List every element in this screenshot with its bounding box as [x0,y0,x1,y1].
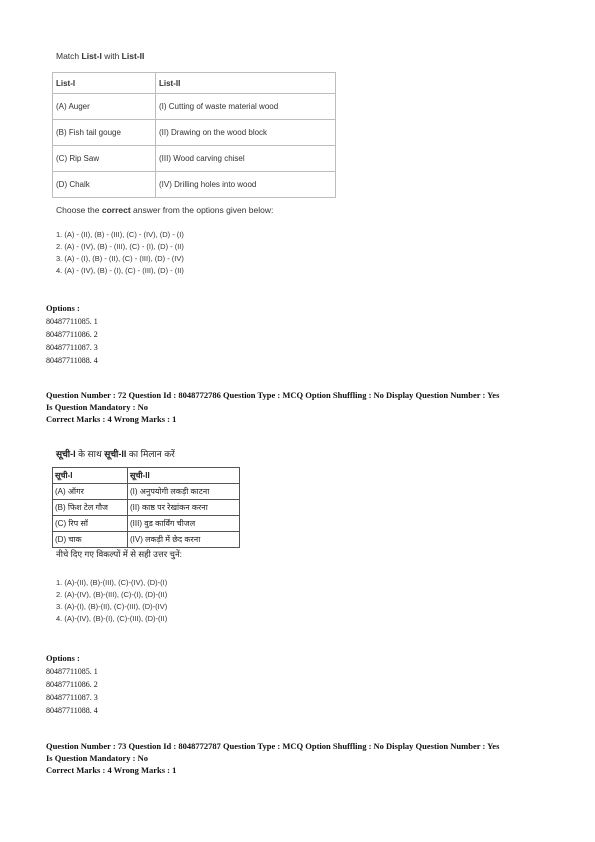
question-meta [46,389,499,425]
answer-item: 3. (A)-(I), (B)-(II), (C)-(III), (D)-(IV) [56,602,168,611]
meta-line: Correct Marks : 4 Wrong Marks : 1 [46,765,177,775]
table-header-row [53,73,336,94]
table-cell: (I) अनुपयोगी लकड़ी काटना [128,484,240,500]
option-id: 80487711087. 3 [46,693,98,702]
meta-line: Question Number : 72 Question Id : 8048772786 Question Type : MCQ Option Shuffling : No Display Question Number : Yes [46,390,500,400]
instruction-text-hindi: नीचे दिए गए विकल्पों में से सही उत्तर चुनें: [56,549,183,559]
table-cell: (D) चाक [53,532,128,548]
title-text: के साथ [75,449,105,459]
table-cell: (D) Chalk [53,172,156,198]
instruction-emphasis: correct [101,205,131,215]
table-cell: (IV) Drilling holes into wood [156,172,336,198]
option-id: 80487711086. 2 [46,680,98,689]
instruction-part: answer from the options given below: [130,205,274,215]
title-text: का मिलान करें [126,449,175,459]
table-row [53,532,240,548]
table-row [53,146,336,172]
options-label: Options : [46,303,80,313]
meta-line: Correct Marks : 4 Wrong Marks : 1 [46,414,177,424]
table-row [53,516,240,532]
answer-item: 4. (A) - (IV), (B) - (I), (C) - (III), (D) - (II) [56,266,184,275]
table-row [53,172,336,198]
question-title-hindi [56,447,175,460]
options-block [46,302,98,367]
table-cell: (III) वुड कार्विंग चीजल [128,516,240,532]
answer-item: 2. (A)-(IV), (B)-(III), (C)-(I), (D)-(II) [56,590,168,599]
table-cell: (II) Drawing on the wood block [156,120,336,146]
table-cell: (C) Rip Saw [53,146,156,172]
table-cell: (III) Wood carving chisel [156,146,336,172]
instruction-part: Choose the [56,205,102,215]
answer-item: 3. (A) - (I), (B) - (II), (C) - (III), (D) - (IV) [56,254,184,263]
option-id: 80487711085. 1 [46,317,98,326]
answer-item: 1. (A)-(II), (B)-(III), (C)-(IV), (D)-(I) [56,578,168,587]
answer-item: 1. (A) - (II), (B) - (III), (C) - (IV), (D) - (I) [56,230,184,239]
option-id: 80487711085. 1 [46,667,98,676]
meta-line: Is Question Mandatory : No [46,753,149,763]
answer-list-hindi [56,577,167,625]
table-row [53,484,240,500]
table-header-row [53,468,240,484]
table-row [53,500,240,516]
table-header-cell: List-II [156,73,336,94]
match-table-hindi [52,467,240,548]
table-header-cell: सूची-II [128,468,240,484]
table-header-cell: List-I [53,73,156,94]
table-cell: (A) Auger [53,94,156,120]
answer-item: 2. (A) - (IV), (B) - (III), (C) - (I), (D) - (II) [56,242,184,251]
list-i-label: सूची-I [56,449,76,459]
options-block [46,652,98,717]
table-cell: (B) फिश टेल गौज [53,500,128,516]
title-text: Match [56,51,82,61]
table-cell: (A) ऑगर [53,484,128,500]
table-cell: (C) रिप सॉ [53,516,128,532]
answer-item: 4. (A)-(IV), (B)-(I), (C)-(III), (D)-(II) [56,614,168,623]
match-table [52,72,336,198]
table-cell: (B) Fish tail gouge [53,120,156,146]
meta-line: Is Question Mandatory : No [46,402,149,412]
table-header-cell: सूची-I [53,468,128,484]
table-row [53,94,336,120]
options-label: Options : [46,653,80,663]
table-row [53,120,336,146]
table-cell: (II) काष्ठ पर रेखांकन करना [128,500,240,516]
table-cell: (IV) लकड़ी में छेद करना [128,532,240,548]
option-id: 80487711088. 4 [46,706,98,715]
list-ii-label: List-II [121,51,145,61]
option-id: 80487711086. 2 [46,330,98,339]
instruction-text [56,205,273,215]
list-i-label: List-I [81,51,102,61]
list-ii-label: सूची-II [104,449,127,459]
question-meta [46,740,499,776]
option-id: 80487711088. 4 [46,356,98,365]
question-title [56,51,144,61]
meta-line: Question Number : 73 Question Id : 8048772787 Question Type : MCQ Option Shuffling : No Display Question Number : Yes [46,741,500,751]
option-id: 80487711087. 3 [46,343,98,352]
table-cell: (I) Cutting of waste material wood [156,94,336,120]
answer-list [56,229,184,277]
title-text: with [101,51,122,61]
